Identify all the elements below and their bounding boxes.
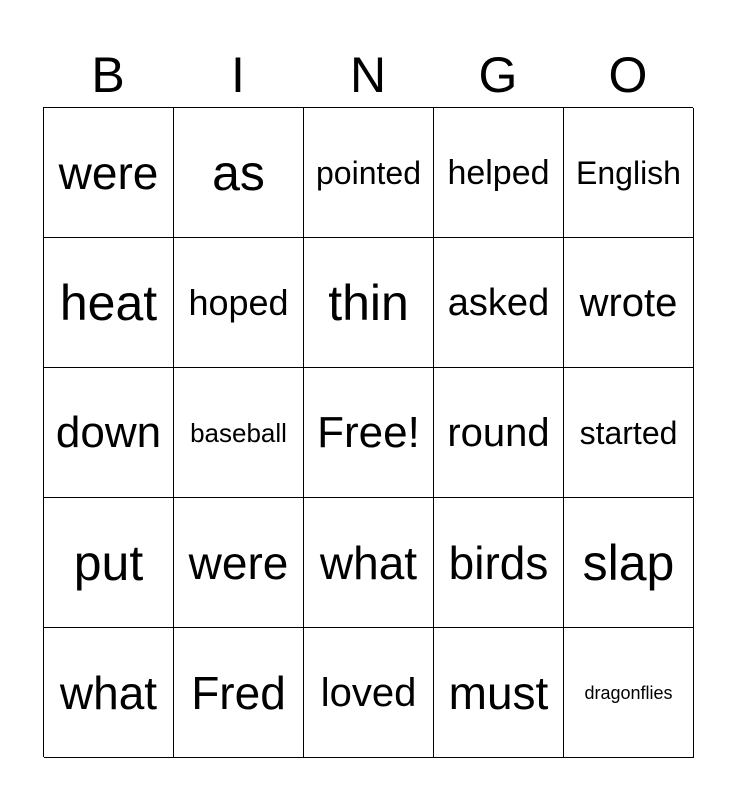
free-space-cell: Free! (304, 368, 434, 498)
header-letter-i: I (231, 47, 245, 103)
bingo-cell: Fred (174, 628, 304, 758)
bingo-cell: hoped (174, 238, 304, 368)
bingo-header (43, 45, 693, 105)
bingo-cell: must (434, 628, 564, 758)
bingo-cell: thin (304, 238, 434, 368)
bingo-cell: put (44, 498, 174, 628)
bingo-cell: what (304, 498, 434, 628)
bingo-cell: helped (434, 108, 564, 238)
bingo-cell: English (564, 108, 694, 238)
bingo-cell: birds (434, 498, 564, 628)
bingo-cell: what (44, 628, 174, 758)
bingo-cell: pointed (304, 108, 434, 238)
bingo-cell: slap (564, 498, 694, 628)
header-letter-b: B (91, 47, 125, 103)
bingo-cell: wrote (564, 238, 694, 368)
bingo-cell: round (434, 368, 564, 498)
bingo-cell: heat (44, 238, 174, 368)
header-letter-g: G (478, 47, 518, 103)
bingo-cell: were (44, 108, 174, 238)
bingo-cell: started (564, 368, 694, 498)
header-letter-n: N (349, 47, 387, 103)
header-letter-o: O (608, 47, 648, 103)
bingo-cell: dragonflies (564, 628, 694, 758)
bingo-cell: down (44, 368, 174, 498)
bingo-board (43, 107, 693, 757)
bingo-cell: as (174, 108, 304, 238)
bingo-cell: were (174, 498, 304, 628)
bingo-cell: loved (304, 628, 434, 758)
bingo-cell: asked (434, 238, 564, 368)
bingo-cell: baseball (174, 368, 304, 498)
